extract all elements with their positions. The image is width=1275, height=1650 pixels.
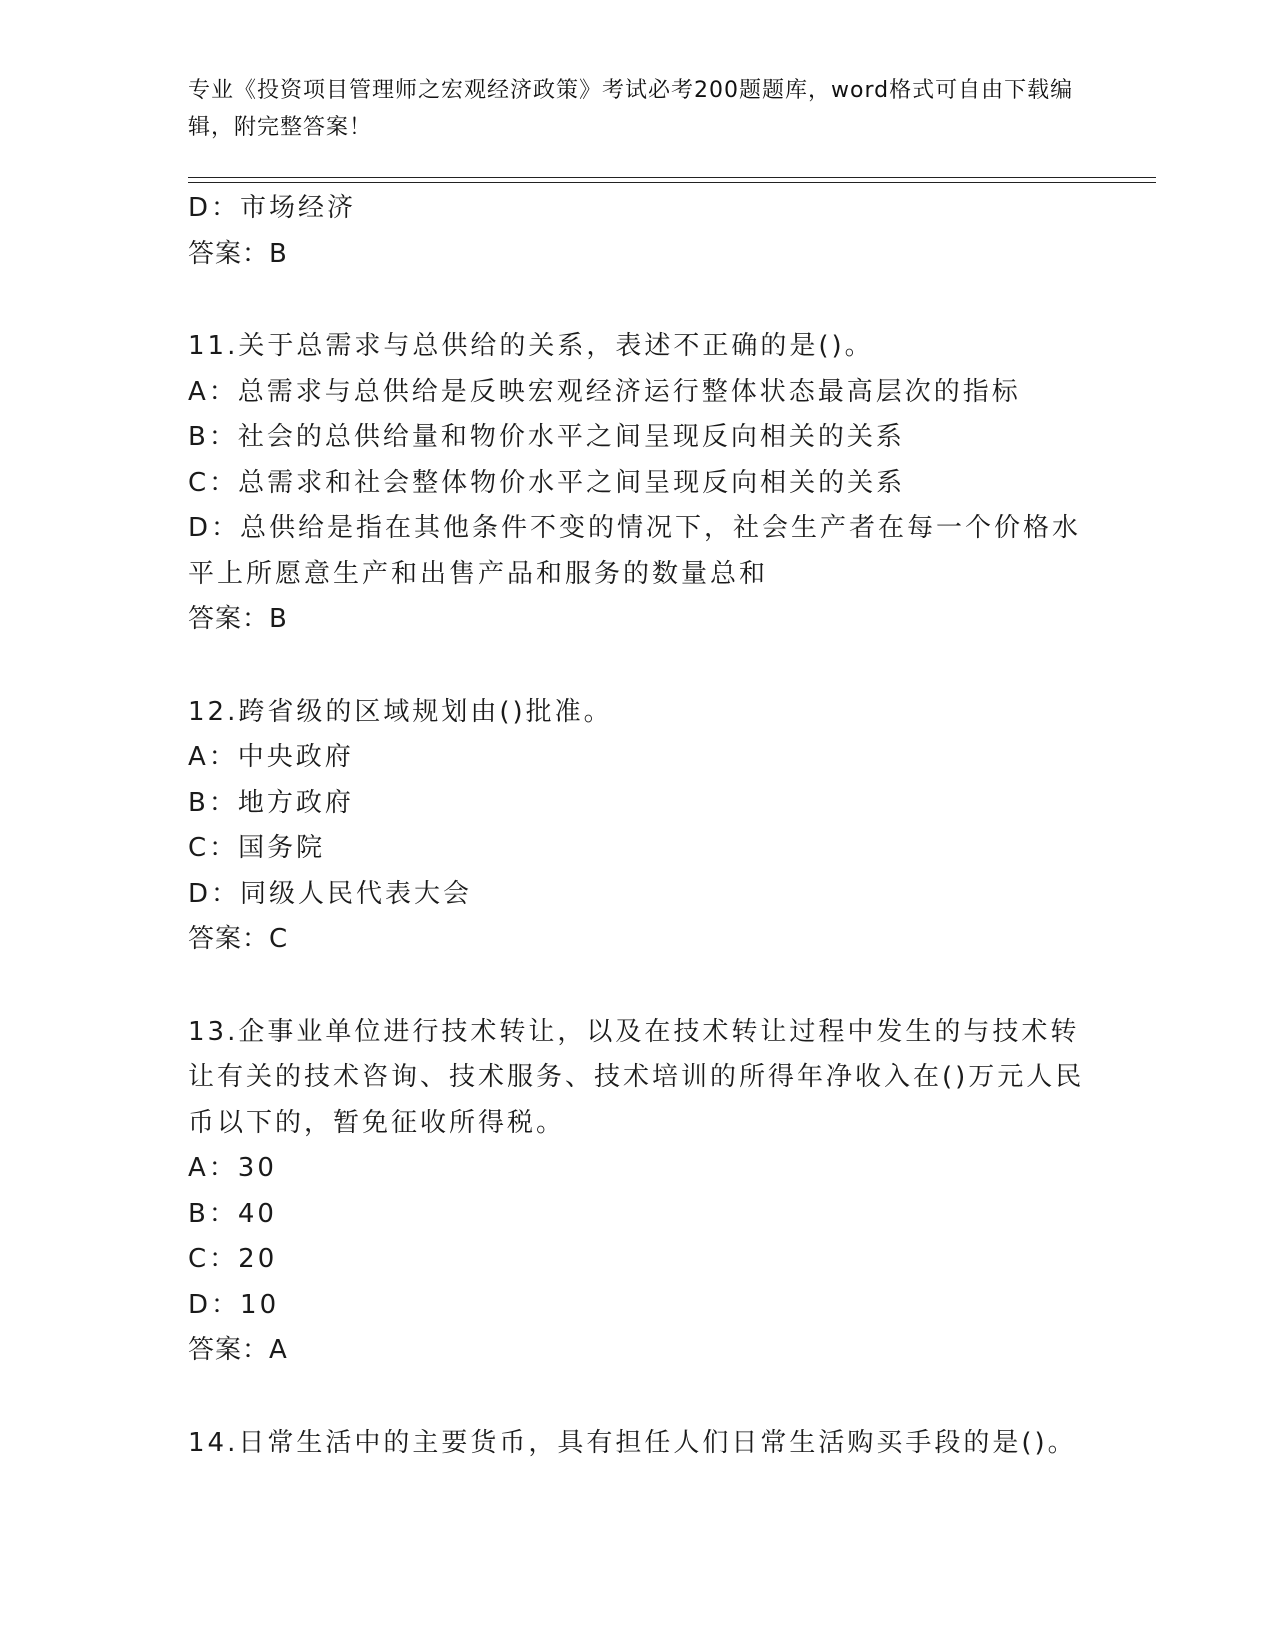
question-block-13 <box>188 1010 1088 1374</box>
header-divider-top <box>188 177 1156 178</box>
spacer <box>188 1374 1088 1421</box>
answer-line: 答案：C <box>188 924 289 954</box>
question-stem: 11.关于总需求与总供给的关系，表述不正确的是()。 <box>188 331 874 361</box>
option-d: D：10 <box>188 1289 280 1320</box>
option-d: D：市场经济 <box>188 193 357 223</box>
option-b: B：40 <box>188 1198 277 1229</box>
option-b: B：地方政府 <box>188 787 354 818</box>
question-stem: 14.日常生活中的主要货币，具有担任人们日常生活购买手段的是()。 <box>188 1427 1077 1458</box>
option-d: D：总供给是指在其他条件不变的情况下，社会生产者在每一个价格水平上所愿意生产和出售产品和服务的数量总和 <box>188 513 1082 589</box>
option-a: A：30 <box>188 1153 277 1183</box>
spacer <box>188 277 1088 324</box>
question-block-12 <box>188 690 1088 963</box>
question-block-11 <box>188 324 1088 643</box>
option-a: A：中央政府 <box>188 742 354 772</box>
option-c: C：20 <box>188 1244 278 1274</box>
spacer <box>188 643 1088 690</box>
option-c: C：总需求和社会整体物价水平之间呈现反向相关的关系 <box>188 467 906 498</box>
document-header: 专业《投资项目管理师之宏观经济政策》考试必考200题题库，word格式可自由下载编辑，附完整答案！ <box>188 78 1074 140</box>
answer-line: 答案：B <box>188 238 288 269</box>
answer-line: 答案：B <box>188 604 288 634</box>
question-block-14 <box>188 1421 1088 1467</box>
answer-line: 答案：A <box>188 1335 288 1365</box>
option-a: A：总需求与总供给是反映宏观经济运行整体状态最高层次的指标 <box>188 376 1021 407</box>
question-stem: 12.跨省级的区域规划由()批准。 <box>188 696 613 727</box>
option-d: D：同级人民代表大会 <box>188 878 473 909</box>
question-list <box>188 186 1088 1466</box>
question-block-prev <box>188 186 1088 277</box>
question-stem: 13.企事业单位进行技术转让，以及在技术转让过程中发生的与技术转让有关的技术咨询、技术服务、技术培训的所得年净收入在()万元人民币以下的，暂免征收所得税。 <box>188 1016 1085 1138</box>
spacer <box>188 963 1088 1010</box>
option-c: C：国务院 <box>188 833 326 863</box>
option-b: B：社会的总供给量和物价水平之间呈现反向相关的关系 <box>188 422 905 452</box>
header-divider-bottom <box>188 182 1156 183</box>
